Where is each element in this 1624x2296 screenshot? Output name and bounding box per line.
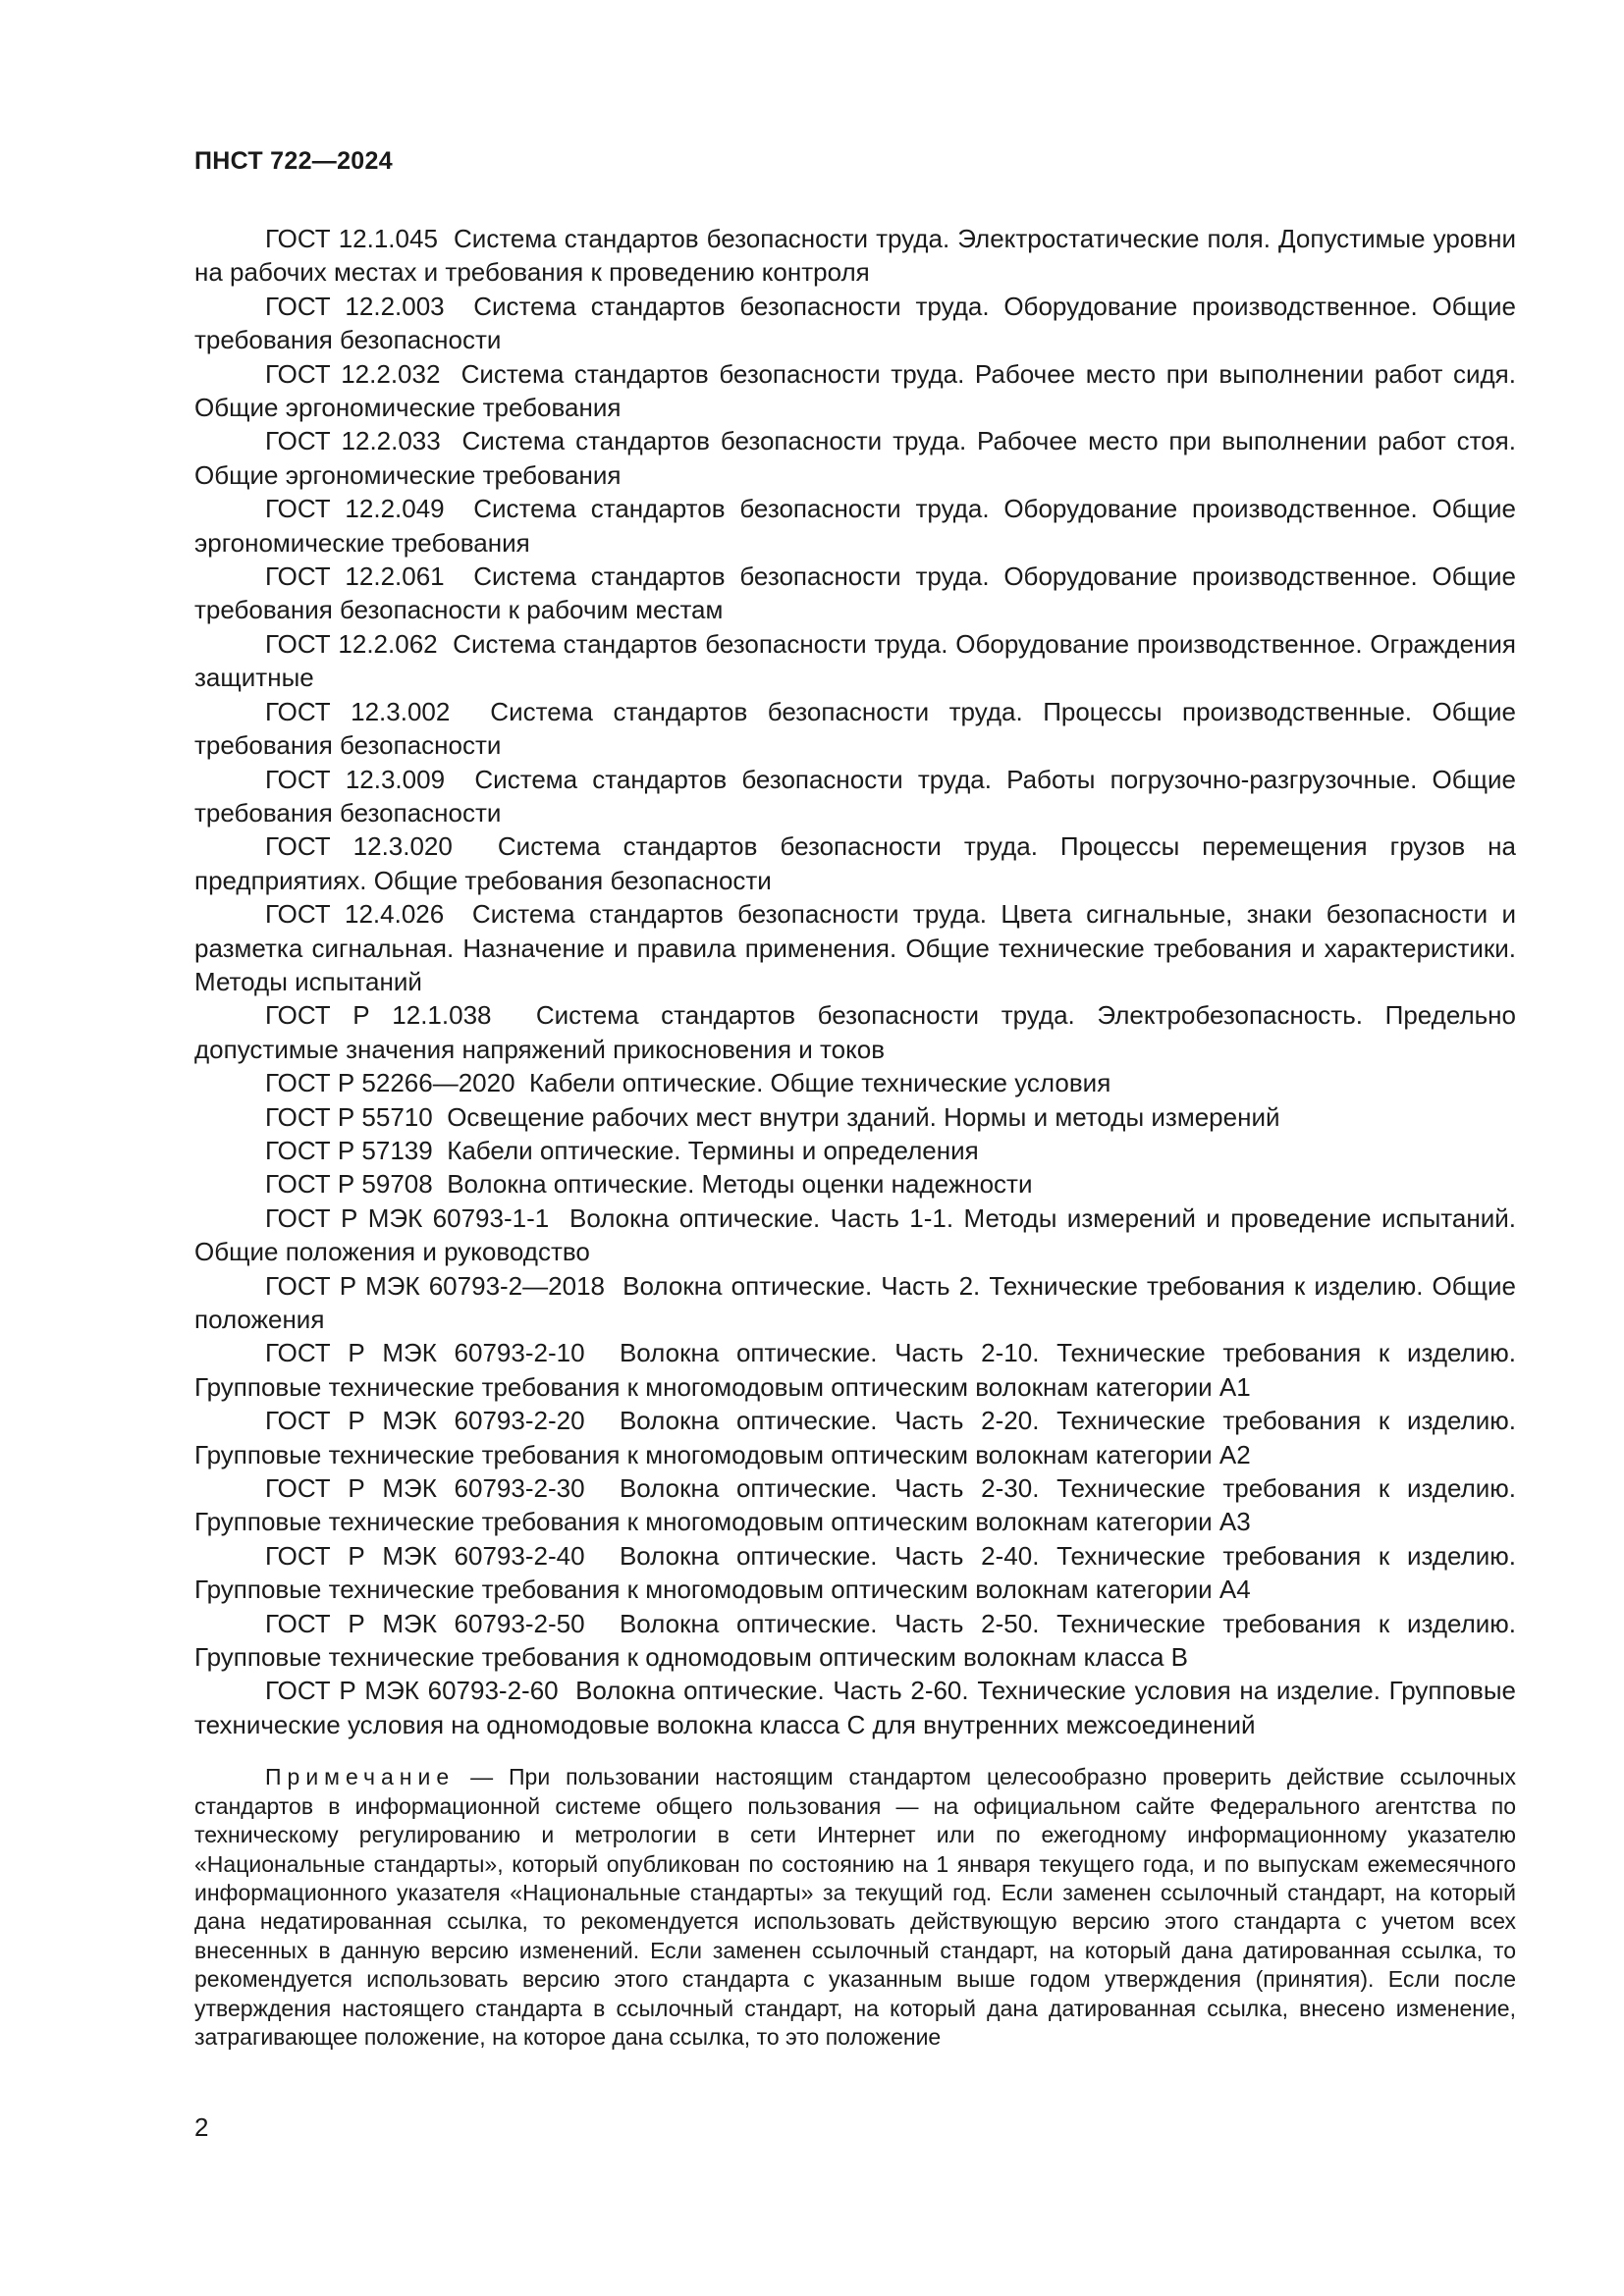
reference-title: Система стандартов безопасности труда. Работы погрузочно-разгрузочные. Общие требования безопасности [194,764,1517,828]
reference-item [194,897,1516,998]
reference-code: ГОСТ 12.2.062 [265,628,438,659]
reference-code: ГОСТ Р МЭК 60793-1-1 [265,1202,550,1233]
note-paragraph [194,1763,1516,2052]
reference-code: ГОСТ 12.2.049 [265,494,445,524]
reference-item [194,1674,1516,1741]
document-page [194,147,1516,2074]
reference-item [194,1539,1516,1607]
document-code-header: ПНСТ 722—2024 [194,147,393,175]
reference-item [194,1607,1516,1675]
reference-code: ГОСТ Р МЭК 60793-2-50 [265,1608,585,1638]
reference-item [194,1066,1516,1099]
normative-references-list [194,222,1516,1741]
reference-item [194,1404,1516,1471]
reference-title: Волокна оптические. Часть 1-1. Методы измерений и проведение испытаний. Общие положения и руководство [194,1202,1516,1267]
reference-item [194,1471,1516,1539]
reference-title: Волокна оптические. Методы оценки надежности [447,1169,1033,1200]
reference-title: Система стандартов безопасности труда. Оборудование производственное. Общие требования безопасности [194,291,1516,355]
reference-code: ГОСТ 12.2.033 [265,426,441,456]
reference-code: ГОСТ Р 12.1.038 [265,1000,492,1031]
reference-title: Система стандартов безопасности труда. Электробезопасность. Предельно допустимые значения напряжений прикосновения и токов [194,1000,1516,1064]
reference-item [194,560,1516,627]
reference-code: ГОСТ Р МЭК 60793-2—2018 [265,1270,605,1301]
reference-title: Система стандартов безопасности труда. Процессы перемещения грузов на предприятиях. Общие требования безопасности [194,831,1516,895]
reference-item [194,1167,1516,1201]
reference-item [194,1134,1516,1167]
reference-item [194,1100,1516,1134]
reference-code: ГОСТ 12.2.003 [265,291,445,321]
reference-title: Система стандартов безопасности труда. Цвета сигнальные, знаки безопасности и разметка сигнальная. Назначение и правила применения. Общие технические требования и характеристики. Методы испытаний [194,899,1516,996]
reference-item [194,695,1516,763]
reference-item [194,492,1516,560]
reference-title: Система стандартов безопасности труда. Оборудование производственное. Ограждения защитные [194,628,1516,693]
reference-item [194,222,1516,290]
reference-code: ГОСТ Р 59708 [265,1169,433,1200]
reference-code: ГОСТ 12.4.026 [265,899,445,930]
reference-code: ГОСТ 12.1.045 [265,224,438,253]
reference-title: Волокна оптические. Часть 2-40. Технические требования к изделию. Групповые технические требования к многомодовым оптическим волокнам категории А4 [194,1540,1517,1605]
reference-title: Система стандартов безопасности труда. Оборудование производственное. Общие требования безопасности к рабочим местам [194,561,1516,625]
reference-title: Система стандартов безопасности труда. Рабочее место при выполнении работ стоя. Общие эргономические требования [194,426,1516,490]
reference-item [194,829,1516,897]
reference-title: Волокна оптические. Часть 2-60. Технические условия на изделие. Групповые технические условия на одномодовые волокна класса С для внутренних межсоединений [194,1676,1516,1739]
reference-item [194,627,1516,695]
reference-title: Волокна оптические. Часть 2-20. Технические требования к изделию. Групповые технические требования к многомодовым оптическим волокнам категории А2 [194,1406,1517,1469]
reference-title: Система стандартов безопасности труда. Рабочее место при выполнении работ сидя. Общие эргономические требования [194,358,1516,423]
reference-code: ГОСТ 12.2.061 [265,561,445,592]
reference-title: Волокна оптические. Часть 2-50. Технические требования к изделию. Групповые технические требования к одномодовым оптическим волокнам класса В [194,1608,1517,1673]
reference-item [194,290,1516,357]
reference-item [194,1336,1516,1404]
reference-title: Волокна оптические. Часть 2-10. Технические требования к изделию. Групповые технические требования к многомодовым оптическим волокнам категории А1 [194,1338,1517,1402]
reference-code: ГОСТ Р 52266—2020 [265,1068,515,1098]
reference-title: Система стандартов безопасности труда. Оборудование производственное. Общие эргономические требования [194,494,1516,558]
reference-code: ГОСТ Р МЭК 60793-2-40 [265,1540,585,1571]
reference-item [194,357,1516,425]
reference-code: ГОСТ 12.2.032 [265,358,441,389]
reference-title: Кабели оптические. Общие технические условия [529,1068,1111,1098]
reference-item [194,763,1516,830]
reference-title: Система стандартов безопасности труда. Электростатические поля. Допустимые уровни на рабочих местах и требования к проведению контроля [194,224,1516,288]
reference-code: ГОСТ Р МЭК 60793-2-60 [265,1676,559,1706]
reference-title: Освещение рабочих мест внутри зданий. Нормы и методы измерений [447,1101,1280,1132]
reference-code: ГОСТ 12.3.009 [265,764,446,794]
reference-item [194,424,1516,492]
reference-title: Волокна оптические. Часть 2. Технические требования к изделию. Общие положения [194,1270,1516,1334]
reference-code: ГОСТ 12.3.002 [265,696,451,726]
reference-code: ГОСТ Р МЭК 60793-2-10 [265,1338,585,1368]
note-text: — При пользовании настоящим стандартом целесообразно проверить действие ссылочных стандартов в информационной системе общего пользования — на официальном сайте Федерального агентства по техническому регулированию и метрологии в сети Интернет или по ежегодному информационному указателю «Национальные стандарты», который опубликован по состоянию на 1 января текущего года, и по выпускам ежемесячного информационного указателя «Национальные стандарты» за текущий год. Если заменен ссылочный стандарт, на который дана недатированная ссылка, то рекомендуется использовать действующую версию этого стандарта с учетом всех внесенных в данную версию изменений. Если заменен ссылочный стандарт, на который дана датированная ссылка, то рекомендуется использовать версию этого стандарта с указанным выше годом утверждения (принятия). Если после утверждения настоящего стандарта в ссылочный стандарт, на который дана датированная ссылка, внесено изменение, затрагивающее положение, на которое дана ссылка, то это положение [194,1764,1516,2050]
reference-title: Система стандартов безопасности труда. Процессы производственные. Общие требования безопасности [194,696,1516,761]
reference-item [194,998,1516,1066]
reference-code: ГОСТ Р МЭК 60793-2-30 [265,1473,585,1504]
reference-code: ГОСТ 12.3.020 [265,831,453,862]
reference-code: ГОСТ Р 55710 [265,1101,433,1132]
reference-code: ГОСТ Р МЭК 60793-2-20 [265,1406,585,1436]
reference-item [194,1269,1516,1337]
reference-item [194,1201,1516,1269]
reference-title: Кабели оптические. Термины и определения [447,1135,979,1165]
note-label: Примечание [265,1764,456,1790]
page-number: 2 [194,2112,209,2142]
reference-title: Волокна оптические. Часть 2-30. Технические требования к изделию. Групповые технические требования к многомодовым оптическим волокнам категории А3 [194,1473,1517,1537]
reference-code: ГОСТ Р 57139 [265,1135,433,1165]
